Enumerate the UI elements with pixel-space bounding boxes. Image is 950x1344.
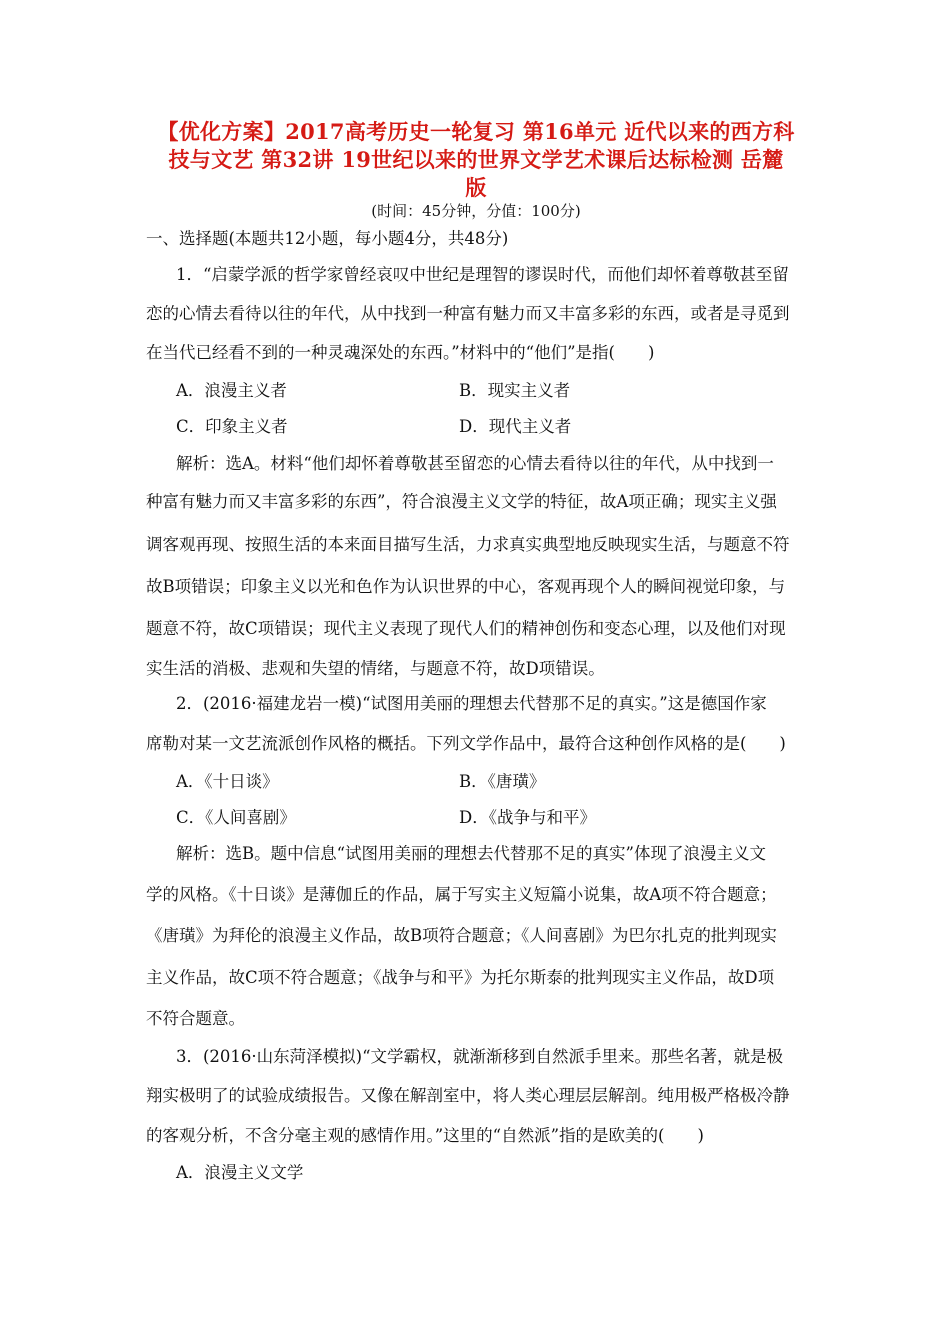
- q2-analysis-line: 不符合题意。: [146, 1009, 245, 1028]
- q2-option-d: D．《战争与和平》: [459, 808, 596, 827]
- title-line: 技与文艺 第32讲 19世纪以来的世界文学艺术课后达标检测 岳麓: [168, 147, 784, 172]
- q3-option-a: A．浪漫主义文学: [176, 1163, 304, 1182]
- q2-option-c: C．《人间喜剧》: [176, 808, 296, 827]
- q2-analysis-line: 主义作品，故C项不符合题意；《战争与和平》为托尔斯泰的批判现实主义作品，故D项: [146, 968, 775, 987]
- q1-stem-line: 1．“启蒙学派的哲学家曾经哀叹中世纪是理智的谬误时代，而他们却怀着尊敬甚至留: [176, 265, 789, 284]
- q1-analysis-line: 故B项错误；印象主义以光和色作为认识世界的中心，客观再现个人的瞬间视觉印象，与: [146, 577, 786, 596]
- q1-stem-line: 恋的心情去看待以往的年代，从中找到一种富有魅力而又丰富多彩的东西，或者是寻觅到: [146, 304, 790, 323]
- section-heading: 一、选择题(本题共12小题，每小题4分，共48分): [146, 229, 509, 248]
- q2-analysis-line: 解析：选B。题中信息“试图用美丽的理想去代替那不足的真实”体现了浪漫主义文: [176, 844, 766, 863]
- q2-stem-line: 席勒对某一文艺流派创作风格的概括。下列文学作品中，最符合这种创作风格的是( ): [146, 734, 786, 753]
- q3-stem-line: 翔实极明了的试验成绩报告。又像在解剖室中，将人类心理层层解剖。纯用极严格极冷静: [146, 1086, 790, 1105]
- time-score-info: (时间：45分钟，分值：100分): [371, 202, 581, 220]
- q2-analysis-line: 《唐璜》为拜伦的浪漫主义作品，故B项符合题意；《人间喜剧》为巴尔扎克的批判现实: [146, 926, 777, 945]
- q1-analysis-line: 解析：选A。材料“他们却怀着尊敬甚至留恋的心情去看待以往的年代，从中找到一: [176, 454, 774, 473]
- q2-option-a: A．《十日谈》: [176, 772, 279, 791]
- q1-analysis-line: 种富有魅力而又丰富多彩的东西”，符合浪漫主义文学的特征，故A项正确；现实主义强: [146, 492, 777, 511]
- q3-stem-line: 3．(2016·山东菏泽模拟)“文学霸权，就渐渐移到自然派手里来。那些名著，就是极: [176, 1047, 784, 1066]
- q1-stem-line: 在当代已经看不到的一种灵魂深处的东西。”材料中的“他们”是指( ): [146, 343, 655, 362]
- q2-stem-line: 2．(2016·福建龙岩一模)“试图用美丽的理想去代替那不足的真实。”这是德国作家: [176, 694, 767, 713]
- q2-analysis-line: 学的风格。《十日谈》是薄伽丘的作品，属于写实主义短篇小说集，故A项不符合题意；: [146, 885, 777, 904]
- q1-analysis-line: 题意不符，故C项错误；现代主义表现了现代人们的精神创伤和变态心理，以及他们对现: [146, 619, 786, 638]
- q1-analysis-line: 实生活的消极、悲观和失望的情绪，与题意不符，故D项错误。: [146, 659, 605, 678]
- q1-option-a: A．浪漫主义者: [176, 381, 287, 400]
- q1-option-b: B．现实主义者: [459, 381, 571, 400]
- q1-analysis-line: 调客观再现、按照生活的本来面目描写生活，力求真实典型地反映现实生活，与题意不符: [146, 535, 790, 554]
- q2-option-b: B．《唐璜》: [459, 772, 546, 791]
- title-line: 版: [465, 175, 487, 200]
- q1-option-c: C．印象主义者: [176, 417, 288, 436]
- title-line: 【优化方案】2017高考历史一轮复习 第16单元 近代以来的西方科: [157, 119, 795, 144]
- document-title: [140, 118, 812, 202]
- q1-option-d: D．现代主义者: [459, 417, 572, 436]
- q3-stem-line: 的客观分析，不含分毫主观的感情作用。”这里的“自然派”指的是欧美的( ): [146, 1126, 704, 1145]
